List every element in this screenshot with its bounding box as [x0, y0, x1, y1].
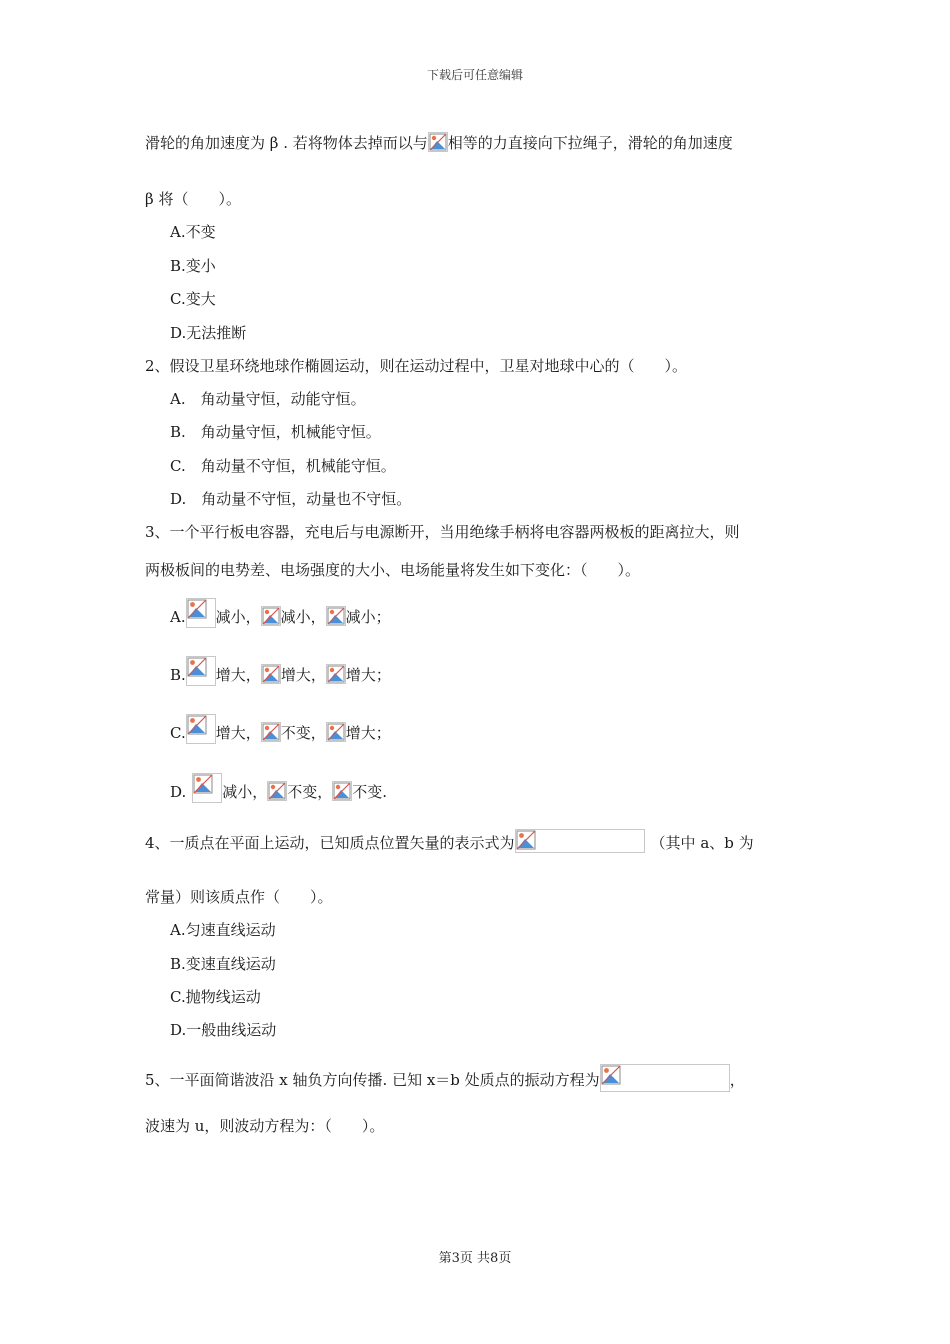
q3-option-c-text3: 增大； [345, 724, 391, 742]
q1-option-c: C.变大 [170, 290, 216, 308]
q3-stem-line1: 3、一个平行板电容器，充电后与电源断开，当用绝缘手柄将电容器两极板的距离拉大，则 [145, 523, 740, 541]
q1-stem-line2: β 将（ ）。 [145, 190, 241, 208]
broken-image-icon [326, 722, 346, 742]
broken-image-icon [261, 606, 281, 626]
q5-stem-text-a: 5、一平面简谐波沿 x 轴负方向传播. 已知 x＝b 处质点的振动方程为 [145, 1071, 600, 1089]
broken-image-icon [261, 722, 281, 742]
q4-option-b: B.变速直线运动 [170, 955, 276, 973]
broken-image-icon [186, 598, 216, 628]
q3-option-c-label: C. [170, 724, 186, 742]
q4-option-a: A.匀速直线运动 [170, 921, 276, 939]
q2-option-d: D. 角动量不守恒，动量也不守恒。 [170, 490, 412, 508]
q3-option-a [170, 598, 391, 628]
q3-option-d-text3: 不变. [352, 783, 388, 801]
q5-stem-line2: 波速为 u，则波动方程为：（ ）。 [145, 1117, 385, 1135]
q4-stem-line1 [145, 829, 754, 854]
broken-image-icon [515, 829, 645, 853]
broken-image-icon [192, 773, 222, 803]
q1-option-d: D.无法推断 [170, 324, 247, 342]
q2-stem: 2、假设卫星环绕地球作椭圆运动，则在运动过程中，卫星对地球中心的（ ）。 [145, 357, 688, 375]
q1-stem-text-a: 滑轮的角加速度为 β . 若将物体去掉而以与 [145, 134, 428, 152]
q4-stem-line2: 常量）则该质点作（ ）。 [145, 888, 333, 906]
broken-image-icon [267, 781, 287, 801]
q3-option-d [170, 773, 387, 803]
broken-image-icon [261, 664, 281, 684]
q3-option-a-label: A. [170, 608, 186, 626]
q4-option-d: D.一般曲线运动 [170, 1021, 277, 1039]
q1-stem-line1 [145, 132, 733, 154]
q1-option-b: B.变小 [170, 257, 216, 275]
q3-stem-line2: 两极板间的电势差、电场强度的大小、电场能量将发生如下变化：（ ）。 [145, 561, 641, 579]
q3-option-a-text2: 减小， [280, 608, 326, 626]
q3-option-c-text1: 增大， [215, 724, 261, 742]
q4-stem-text-a: 4、一质点在平面上运动，已知质点位置矢量的表示式为 [145, 834, 515, 852]
q2-option-c: C. 角动量不守恒，机械能守恒。 [170, 457, 396, 475]
broken-image-icon [332, 781, 352, 801]
q3-option-c [170, 714, 391, 744]
q3-option-b-text3: 增大； [345, 666, 391, 684]
q5-stem-line1 [145, 1064, 745, 1092]
q3-option-a-text3: 减小； [345, 608, 391, 626]
q3-option-d-text1: 减小， [222, 783, 268, 801]
page-footer: 第3页 共8页 [438, 1251, 512, 1266]
page-header: 下载后可任意编辑 [426, 68, 523, 82]
q2-option-b: B. 角动量守恒，机械能守恒。 [170, 423, 381, 441]
q4-stem-text-b: （其中 a、b 为 [650, 834, 754, 852]
q3-option-d-label: D. [170, 783, 187, 801]
q1-stem-text-b: 相等的力直接向下拉绳子，滑轮的角加速度 [447, 134, 733, 152]
q3-option-c-text2: 不变， [280, 724, 326, 742]
broken-image-icon [186, 714, 216, 744]
broken-image-icon [428, 132, 448, 152]
q3-option-b-text2: 增大， [280, 666, 326, 684]
q2-option-a: A. 角动量守恒，动能守恒。 [170, 390, 366, 408]
q3-option-b [170, 656, 391, 686]
q4-option-c: C.抛物线运动 [170, 988, 261, 1006]
q3-option-a-text1: 减小， [215, 608, 261, 626]
q1-option-a: A.不变 [170, 223, 216, 241]
broken-image-icon [600, 1064, 730, 1092]
broken-image-icon [186, 656, 216, 686]
q3-option-d-text2: 不变， [287, 783, 333, 801]
broken-image-icon [326, 664, 346, 684]
q5-stem-text-b: ， [729, 1071, 745, 1089]
broken-image-icon [326, 606, 346, 626]
q3-option-b-text1: 增大， [215, 666, 261, 684]
q3-option-b-label: B. [170, 666, 186, 684]
